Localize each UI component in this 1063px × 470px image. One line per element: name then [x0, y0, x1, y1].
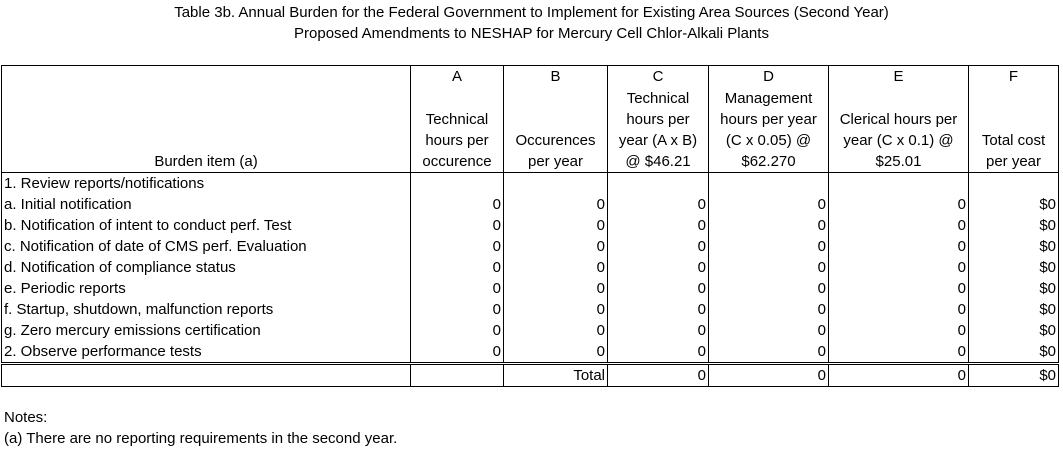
cell-c: 0 [608, 299, 709, 320]
cell-f: $0 [969, 215, 1059, 236]
header-clerical-hours: Clerical hours per year (C x 0.1) @ $25.01 [829, 88, 969, 173]
column-letter-a: A [411, 66, 504, 89]
cell-e: 0 [829, 257, 969, 278]
column-letter-c: C [608, 66, 709, 89]
total-e: 0 [829, 364, 969, 387]
row-label: b. Notification of intent to conduct perf. Test [4, 216, 292, 234]
header-burden-item: Burden item (a) [2, 88, 411, 173]
table-subtitle: Proposed Amendments to NESHAP for Mercury Cell Chlor-Alkali Plants [294, 25, 769, 42]
cell-c: 0 [608, 257, 709, 278]
cell-b: 0 [504, 299, 608, 320]
cell-b: 0 [504, 236, 608, 257]
header-management-hours: Management hours per year (C x 0.05) @ $62.270 [709, 88, 829, 173]
cell-b: 0 [504, 341, 608, 364]
table-row [2, 194, 1059, 215]
cell-e: 0 [829, 236, 969, 257]
cell-a: 0 [411, 215, 504, 236]
cell-d: 0 [709, 278, 829, 299]
cell-d: 0 [709, 299, 829, 320]
cell-a: 0 [411, 299, 504, 320]
cell-b: 0 [504, 257, 608, 278]
row-label: d. Notification of compliance status [4, 258, 236, 276]
column-letter-b: B [504, 66, 608, 89]
table-row [2, 257, 1059, 278]
row-label: 2. Observe performance tests [2, 341, 411, 364]
cell-d: 0 [709, 215, 829, 236]
cell-f: $0 [969, 194, 1059, 215]
cell-a: 0 [411, 320, 504, 341]
cell-c [608, 173, 709, 195]
cell-d: 0 [709, 257, 829, 278]
cell-e: 0 [829, 215, 969, 236]
cell-a: 0 [411, 194, 504, 215]
cell-b: 0 [504, 278, 608, 299]
row-label: 1. Review reports/notifications [4, 174, 205, 192]
note-a: (a) There are no reporting requirements in the second year. [4, 430, 398, 447]
cell-c: 0 [608, 215, 709, 236]
cell-b: 0 [504, 215, 608, 236]
table-row [2, 320, 1059, 341]
column-letter-f: F [969, 66, 1059, 89]
table-row [2, 236, 1059, 257]
total-d: 0 [709, 364, 829, 387]
cell-d: 0 [709, 341, 829, 364]
cell-f: $0 [969, 257, 1059, 278]
total-row [2, 364, 1059, 387]
cell-d: 0 [709, 320, 829, 341]
table-row [2, 278, 1059, 299]
header-total-cost: Total cost per year [969, 88, 1059, 173]
cell-f: $0 [969, 341, 1059, 364]
notes-heading: Notes: [4, 409, 48, 426]
cell-a: 0 [411, 236, 504, 257]
cell-e: 0 [829, 299, 969, 320]
cell-d: 0 [709, 194, 829, 215]
cell-f [969, 173, 1059, 195]
total-f: $0 [969, 364, 1059, 387]
cell-c: 0 [608, 320, 709, 341]
cell-a: 0 [411, 278, 504, 299]
cell-b [504, 173, 608, 195]
cell-e [829, 173, 969, 195]
cell-f: $0 [969, 299, 1059, 320]
header-blank [2, 66, 411, 89]
burden-table [1, 65, 1059, 387]
table-row [2, 299, 1059, 320]
total-blank-a [411, 364, 504, 387]
cell-d [709, 173, 829, 195]
cell-a [411, 173, 504, 195]
cell-e: 0 [829, 194, 969, 215]
cell-f: $0 [969, 236, 1059, 257]
row-label: a. Initial notification [4, 195, 132, 213]
header-occurences-per-year: Occurences per year [504, 88, 608, 173]
header-technical-hours-per-year: Technical hours per year (A x B) @ $46.21 [608, 88, 709, 173]
cell-e: 0 [829, 341, 969, 364]
cell-e: 0 [829, 320, 969, 341]
cell-b: 0 [504, 194, 608, 215]
total-blank-label [2, 364, 411, 387]
cell-e: 0 [829, 278, 969, 299]
cell-c: 0 [608, 236, 709, 257]
header-technical-hours-per-occurence: Technical hours per occurence [411, 88, 504, 173]
column-letter-d: D [709, 66, 829, 89]
cell-f: $0 [969, 278, 1059, 299]
cell-c: 0 [608, 341, 709, 364]
cell-f: $0 [969, 320, 1059, 341]
cell-b: 0 [504, 320, 608, 341]
total-c: 0 [608, 364, 709, 387]
row-label: f. Startup, shutdown, malfunction reports [4, 300, 274, 318]
row-label: e. Periodic reports [4, 279, 126, 297]
cell-a: 0 [411, 341, 504, 364]
cell-c: 0 [608, 278, 709, 299]
table-row [2, 173, 1059, 195]
row-label: c. Notification of date of CMS perf. Evaluation [4, 237, 307, 255]
table-title: Table 3b. Annual Burden for the Federal Government to Implement for Existing Area Sources (Second Year) [174, 4, 889, 21]
table-row [2, 215, 1059, 236]
row-label: g. Zero mercury emissions certification [4, 321, 261, 339]
total-label: Total [504, 364, 608, 387]
column-letter-e: E [829, 66, 969, 89]
cell-c: 0 [608, 194, 709, 215]
table-row [2, 341, 1059, 364]
cell-d: 0 [709, 236, 829, 257]
cell-a: 0 [411, 257, 504, 278]
